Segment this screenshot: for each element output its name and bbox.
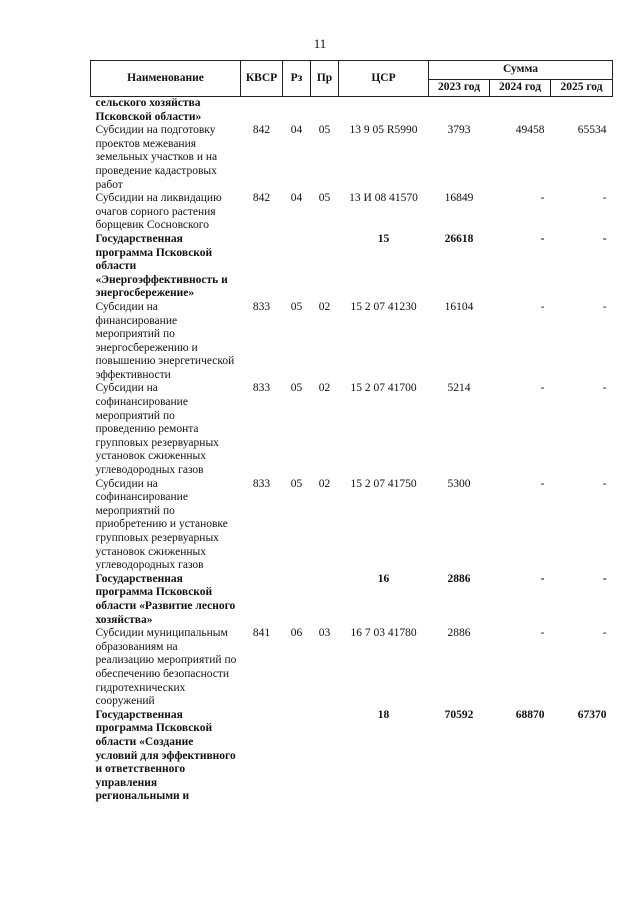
table-row (91, 382, 613, 477)
row-kvsr (241, 233, 283, 301)
row-2023: 3793 (447, 124, 471, 137)
row-name: Субсидии на финансирование мероприятий по энергосбережению и повышению энергетической эффективности (95, 300, 235, 381)
row-2023 (429, 97, 490, 125)
table-header (91, 61, 613, 97)
row-name: Государственная программа Псковской области «Энергоэффективность и энергосбережение» (95, 232, 228, 300)
table-row (91, 124, 613, 192)
table-row-program (91, 97, 613, 125)
row-kvsr (241, 97, 283, 125)
row-2024: 68870 (515, 708, 545, 721)
row-2025 (551, 97, 613, 125)
row-2025: - (602, 192, 607, 205)
row-2024: - (540, 300, 545, 313)
row-2025: 65534 (577, 124, 607, 137)
row-pr: 05 (318, 124, 331, 137)
row-pr: 02 (318, 382, 331, 395)
row-name: Субсидии на софинансирование мероприятий по проведению ремонта групповых резервуарных установок сжиженных углеводородных газов (95, 382, 219, 477)
row-2023: 2886 (447, 627, 471, 640)
budget-table (90, 60, 613, 804)
row-2024: - (540, 192, 545, 205)
row-kvsr (241, 573, 283, 627)
row-2023: 26618 (444, 232, 474, 245)
header-kvsr: КВСР (241, 61, 283, 97)
row-2023: 70592 (444, 708, 474, 721)
row-name: Государственная программа Псковской области «Создание условий для эффективного и ответственного управления региональными и (95, 708, 236, 803)
row-rz (283, 233, 311, 301)
row-csr: 18 (377, 708, 390, 721)
row-2025: - (602, 477, 607, 490)
header-2024: 2024 год (490, 80, 551, 97)
row-2025: - (602, 300, 607, 313)
header-pr: Пр (311, 61, 339, 97)
row-csr (339, 97, 429, 125)
row-rz: 05 (290, 382, 303, 395)
row-rz: 06 (290, 627, 303, 640)
row-csr: 13 9 05 R5990 (349, 124, 418, 137)
row-kvsr: 841 (252, 627, 271, 640)
row-name: Субсидии на подготовку проектов межевания земельных участков и на проведение кадастровых работ (95, 124, 218, 191)
row-name: сельского хозяйства Псковской области» (95, 97, 202, 123)
row-pr (311, 573, 339, 627)
header-csr: ЦСР (339, 61, 429, 97)
row-rz (283, 709, 311, 804)
row-rz (283, 573, 311, 627)
row-csr: 15 (377, 232, 390, 245)
row-2025: - (602, 232, 607, 245)
header-sum: Сумма (429, 61, 613, 80)
row-2024 (490, 97, 551, 125)
row-2023: 16104 (444, 300, 474, 313)
table-body (91, 97, 613, 804)
row-kvsr: 833 (252, 477, 271, 490)
row-pr: 03 (318, 627, 331, 640)
table-row (91, 301, 613, 383)
row-kvsr: 833 (252, 300, 271, 313)
row-csr: 15 2 07 41750 (350, 477, 417, 490)
row-2024: - (540, 232, 545, 245)
row-rz: 04 (290, 124, 303, 137)
row-2023: 5300 (447, 477, 471, 490)
row-csr: 16 7 03 41780 (350, 627, 417, 640)
row-pr: 02 (318, 477, 331, 490)
row-2023: 2886 (447, 572, 471, 585)
table-row (91, 478, 613, 573)
row-2025: 67370 (577, 708, 607, 721)
row-pr: 05 (318, 192, 331, 205)
row-rz: 05 (290, 300, 303, 313)
row-csr: 13 И 08 41570 (349, 192, 418, 205)
row-kvsr: 842 (252, 192, 271, 205)
header-name: Наименование (91, 61, 241, 97)
header-2023: 2023 год (429, 80, 490, 97)
row-name: Государственная программа Псковской области «Развитие лесного хозяйства» (95, 572, 236, 626)
row-kvsr (241, 709, 283, 804)
row-2025: - (602, 572, 607, 585)
row-2024: - (540, 572, 545, 585)
row-pr: 02 (318, 300, 331, 313)
row-name: Субсидии на ликвидацию очагов сорного растения борщевик Сосновского (95, 192, 222, 232)
table-row-program (91, 573, 613, 627)
row-2025: - (602, 382, 607, 395)
row-2024: - (540, 382, 545, 395)
header-rz: Рз (283, 61, 311, 97)
header-2025: 2025 год (551, 80, 613, 97)
row-rz: 05 (290, 477, 303, 490)
table-row (91, 627, 613, 709)
row-pr (311, 233, 339, 301)
row-2024: - (540, 627, 545, 640)
table-row (91, 192, 613, 233)
row-pr (311, 97, 339, 125)
row-name: Субсидии муниципальным образованиям на реализацию мероприятий по обеспечению безопасности гидротехнических сооружений (95, 627, 237, 708)
row-2023: 5214 (447, 382, 471, 395)
row-csr: 15 2 07 41230 (350, 300, 417, 313)
row-name: Субсидии на софинансирование мероприятий по приобретению и установке групповых резервуарных установок сжиженных углеводородных газов (95, 477, 228, 572)
row-2023: 16849 (444, 192, 474, 205)
table-row-program (91, 709, 613, 804)
row-2025: - (602, 627, 607, 640)
row-2024: - (540, 477, 545, 490)
row-kvsr: 833 (252, 382, 271, 395)
row-2024: 49458 (515, 124, 545, 137)
row-kvsr: 842 (252, 124, 271, 137)
row-rz (283, 97, 311, 125)
row-pr (311, 709, 339, 804)
page-number: 11 (313, 36, 327, 51)
row-csr: 16 (377, 572, 390, 585)
table-row-program (91, 233, 613, 301)
row-rz: 04 (290, 192, 303, 205)
row-csr: 15 2 07 41700 (350, 382, 417, 395)
